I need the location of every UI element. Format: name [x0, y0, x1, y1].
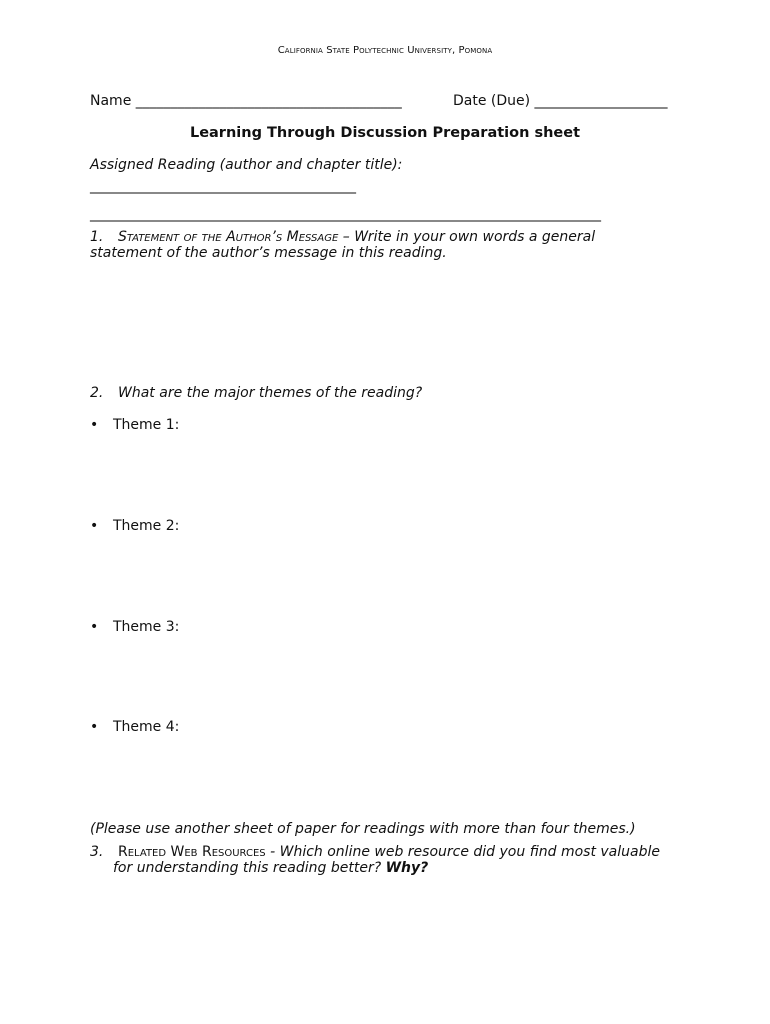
assigned-reading-label: Assigned Reading (author and chapter title):	[90, 157, 403, 173]
theme-1-label: Theme 1:	[113, 417, 180, 433]
question-1	[90, 229, 650, 261]
bullet-icon: •	[90, 619, 99, 635]
theme-4-item	[90, 719, 179, 735]
question-3-text-line-2: for understanding this reading better?	[113, 860, 382, 876]
question-1-number: 1.	[90, 229, 104, 245]
theme-2-item	[90, 518, 179, 534]
theme-4-label: Theme 4:	[113, 719, 180, 735]
due-date-field-line[interactable]: Date (Due) ___________________	[453, 93, 668, 109]
name-field-line[interactable]: Name ______________________________________	[90, 93, 402, 109]
assigned-reading-blank-line[interactable]: ______________________________________	[90, 178, 356, 194]
question-1-heading: Statement of the Author’s Message	[118, 229, 339, 245]
bullet-icon: •	[90, 719, 99, 735]
page-title: Learning Through Discussion Preparation sheet	[189, 125, 581, 141]
assigned-reading-blank-line-2[interactable]: _________________________________________________________________________	[90, 206, 601, 222]
question-2-text: What are the major themes of the reading?	[118, 385, 423, 401]
question-3-why: Why?	[385, 860, 429, 876]
question-3-text-line-1: - Which online web resource did you find most valuable	[265, 844, 660, 860]
question-1-text-line-1: – Write in your own words a general	[338, 229, 596, 245]
theme-3-label: Theme 3:	[113, 619, 180, 635]
theme-3-item	[90, 619, 179, 635]
university-header: California State Polytechnic University, Pomona	[277, 45, 493, 56]
theme-2-label: Theme 2:	[113, 518, 180, 534]
question-2-number: 2.	[90, 385, 104, 401]
question-3-number: 3.	[90, 844, 104, 860]
question-3	[90, 844, 690, 876]
bullet-icon: •	[90, 518, 99, 534]
theme-1-item	[90, 417, 179, 433]
question-3-heading: Related Web Resources	[118, 844, 266, 860]
question-2	[90, 385, 422, 401]
extra-themes-note: (Please use another sheet of paper for readings with more than four themes.)	[90, 821, 636, 837]
bullet-icon: •	[90, 417, 99, 433]
question-1-text-line-2: statement of the author’s message in this reading.	[90, 245, 447, 261]
